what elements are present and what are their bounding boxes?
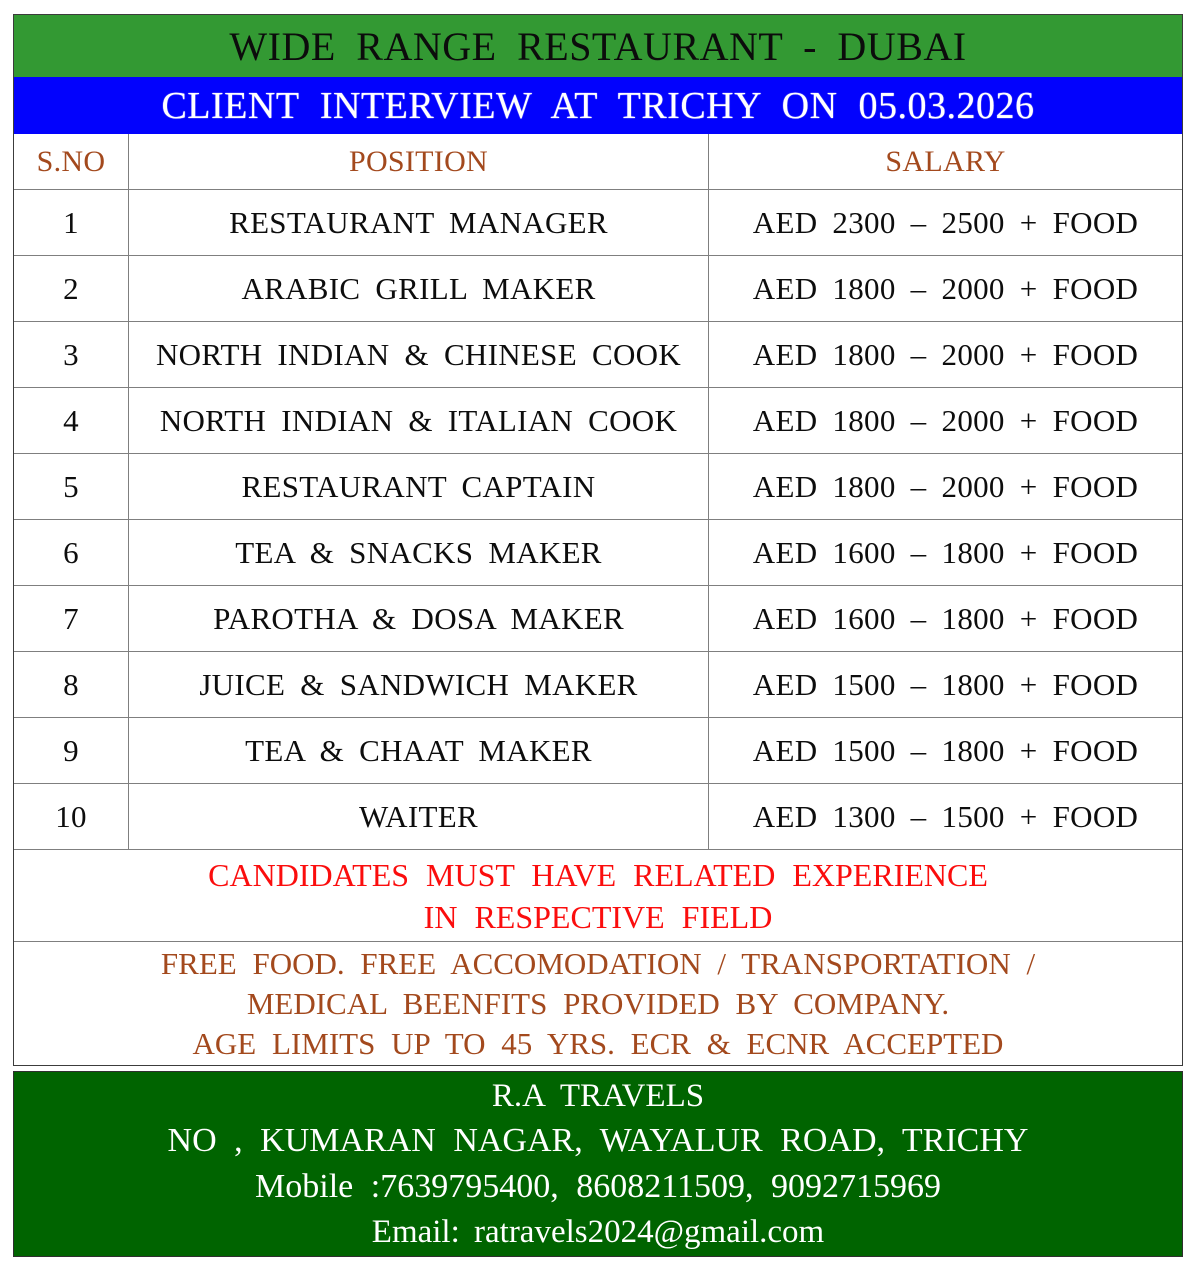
row-sno: 7 (14, 586, 129, 651)
benefits-note (14, 941, 1182, 1065)
experience-note-line: CANDIDATES MUST HAVE RELATED EXPERIENCE (208, 856, 988, 893)
row-sno: 1 (14, 190, 129, 255)
row-sno: 3 (14, 322, 129, 387)
row-position: RESTAURANT CAPTAIN (129, 454, 709, 519)
agency-mobile: Mobile :7639795400, 8608211509, 9092715969 (255, 1168, 941, 1205)
table-row (14, 585, 1182, 651)
row-sno: 10 (14, 784, 129, 849)
table-row (14, 651, 1182, 717)
agency-email: Email: ratravels2024@gmail.com (371, 1214, 825, 1250)
row-salary: AED 1800 – 2000 + FOOD (752, 468, 1139, 504)
experience-note-line: IN RESPECTIVE FIELD (423, 898, 773, 935)
table-row (14, 453, 1182, 519)
row-sno: 6 (14, 520, 129, 585)
table-row (14, 519, 1182, 585)
row-salary: AED 2300 – 2500 + FOOD (752, 204, 1139, 240)
row-position: RESTAURANT MANAGER (129, 190, 709, 255)
row-salary: AED 1800 – 2000 + FOOD (752, 270, 1139, 306)
row-salary: AED 1800 – 2000 + FOOD (752, 402, 1139, 438)
table-row (14, 189, 1182, 255)
row-sno: 9 (14, 718, 129, 783)
row-sno: 2 (14, 256, 129, 321)
title-bar (14, 15, 1182, 77)
row-sno: 4 (14, 388, 129, 453)
header-salary: SALARY (885, 144, 1006, 178)
benefits-note-line: AGE LIMITS UP TO 45 YRS. ECR & ECNR ACCEPTED (192, 1025, 1004, 1061)
interview-banner-text: CLIENT INTERVIEW AT TRICHY ON 05.03.2026 (161, 84, 1035, 127)
row-salary: AED 1600 – 1800 + FOOD (752, 534, 1139, 570)
interview-banner (14, 77, 1182, 134)
row-position: ARABIC GRILL MAKER (129, 256, 709, 321)
table-header-row (14, 134, 1182, 189)
restaurant-title: WIDE RANGE RESTAURANT - DUBAI (229, 23, 967, 69)
experience-note (14, 849, 1182, 941)
row-position: PAROTHA & DOSA MAKER (129, 586, 709, 651)
row-position: NORTH INDIAN & ITALIAN COOK (129, 388, 709, 453)
row-salary: AED 1500 – 1800 + FOOD (752, 732, 1139, 768)
row-sno: 8 (14, 652, 129, 717)
table-row (14, 255, 1182, 321)
row-salary: AED 1300 – 1500 + FOOD (752, 798, 1139, 834)
header-position: POSITION (129, 134, 709, 189)
agency-footer (13, 1071, 1183, 1257)
poster-main-block (13, 14, 1183, 1066)
row-salary: AED 1600 – 1800 + FOOD (752, 600, 1139, 636)
row-position: TEA & CHAAT MAKER (129, 718, 709, 783)
table-row (14, 783, 1182, 849)
jobs-table (14, 134, 1182, 1065)
row-position: NORTH INDIAN & CHINESE COOK (129, 322, 709, 387)
row-sno: 5 (14, 454, 129, 519)
row-position: WAITER (129, 784, 709, 849)
agency-name: R.A TRAVELS (491, 1078, 705, 1114)
row-salary: AED 1500 – 1800 + FOOD (752, 666, 1139, 702)
row-position: JUICE & SANDWICH MAKER (129, 652, 709, 717)
agency-address: NO , KUMARAN NAGAR, WAYALUR ROAD, TRICHY (167, 1122, 1029, 1159)
table-row (14, 717, 1182, 783)
header-sno: S.NO (14, 134, 129, 189)
job-poster (13, 14, 1183, 1257)
benefits-note-line: FREE FOOD. FREE ACCOMODATION / TRANSPORTATION / (160, 945, 1036, 981)
table-row (14, 321, 1182, 387)
benefits-note-line: MEDICAL BEENFITS PROVIDED BY COMPANY. (246, 985, 950, 1021)
row-salary: AED 1800 – 2000 + FOOD (752, 336, 1139, 372)
table-row (14, 387, 1182, 453)
row-position: TEA & SNACKS MAKER (129, 520, 709, 585)
